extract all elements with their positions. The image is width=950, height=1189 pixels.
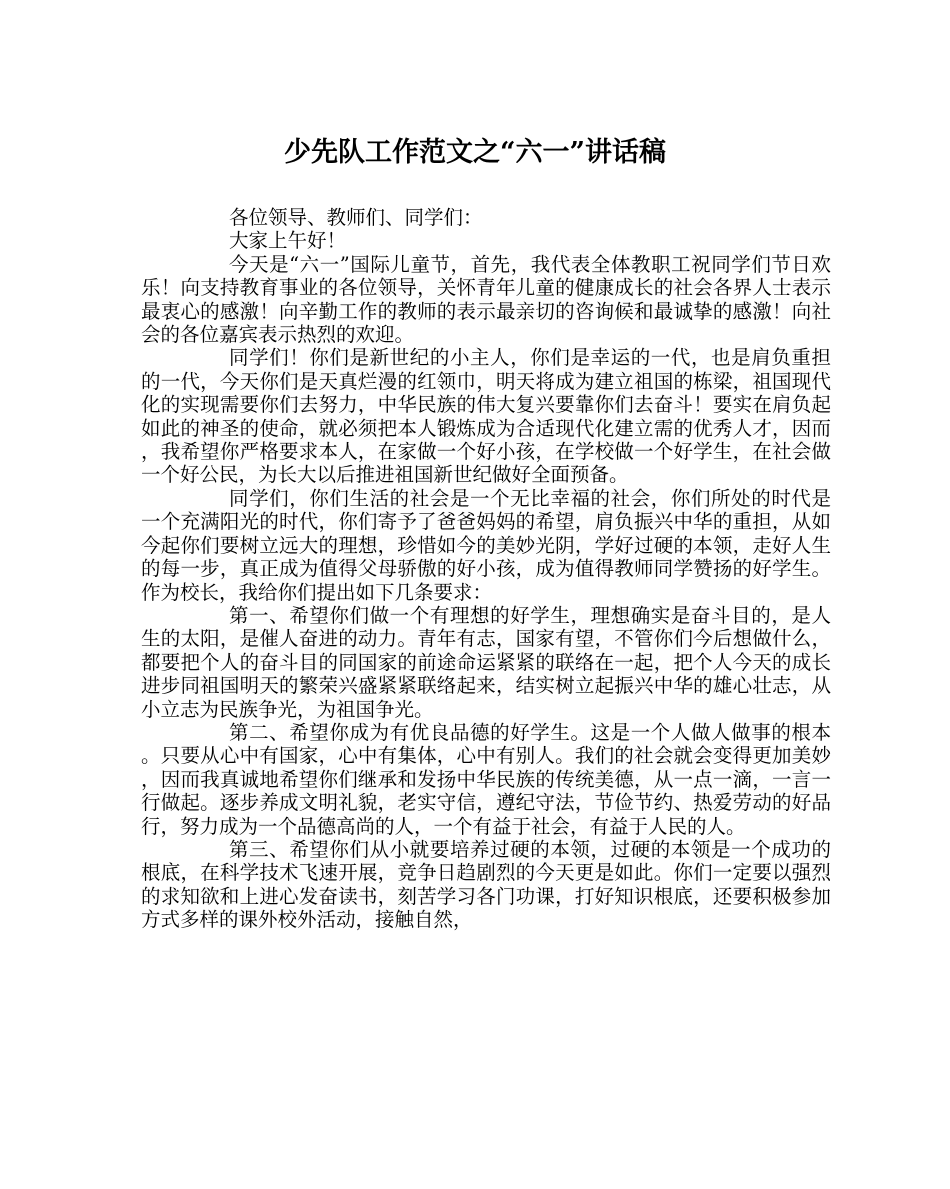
paragraph-salutation: 各位领导、教师们、同学们： xyxy=(229,206,483,229)
paragraph-requirement-1: 第一、希望你们做一个有理想的好学生，理想确实是奋斗目的，是人生的太阳，是催人奋进的动力。青年有志，国家有望，不管你们今后想做什么，都要把个人的奋斗目的同国家的前途命运紧紧的联络在一起，把个人今天的成长进步同祖国明天的繁荣兴盛紧紧联络起来，结实树立起振兴中华的雄心壮志，从小立志为民族争光，为祖国争光。 xyxy=(141,603,831,721)
paragraph-requirement-2: 第二、希望你成为有优良品德的好学生。这是一个人做人做事的根本。只要从心中有国家，心中有集体，心中有别人。我们的社会就会变得更加美妙，因而我真诚地希望你们继承和发扬中华民族的传统美德，从一点一滴，一言一行做起。逐步养成文明礼貌，老实守信，遵纪守法，节俭节约、热爱劳动的好品行，努力成为一个品德高尚的人，一个有益于社会，有益于人民的人。 xyxy=(141,720,831,838)
paragraph-opening: 今天是“六一”国际儿童节，首先，我代表全体教职工祝同学们节日欢乐！向支持教育事业的各位领导，关怀青年儿童的健康成长的社会各界人士表示最衷心的感激！向辛勤工作的教师的表示最亲切的咨询候和最诚挚的感激！向社会的各位嘉宾表示热烈的欢迎。 xyxy=(141,252,831,347)
paragraph-requirement-3: 第三、希望你们从小就要培养过硬的本领，过硬的本领是一个成功的根底，在科学技术飞速开展，竞争日趋剧烈的今天更是如此。你们一定要以强烈的求知欲和上进心发奋读书，刻苦学习各门功课，打好知识根底，还要积极参加方式多样的课外校外活动，接触自然， xyxy=(141,837,831,932)
paragraph-happy-society: 同学们，你们生活的社会是一个无比幸福的社会，你们所处的时代是一个充满阳光的时代，你们寄予了爸爸妈妈的希望，肩负振兴中华的重担，从如今起你们要树立远大的理想，珍惜如今的美妙光阴，学好过硬的本领，走好人生的每一步，真正成为值得父母骄傲的好小孩，成为值得教师同学赞扬的好学生。作为校长，我给你们提出如下几条要求： xyxy=(141,486,831,604)
paragraph-greeting: 大家上午好！ xyxy=(229,229,347,253)
document-title: 少先队工作范文之“六一”讲话稿 xyxy=(283,137,667,168)
document-body xyxy=(141,206,831,932)
paragraph-students-mission: 同学们！你们是新世纪的小主人，你们是幸运的一代，也是肩负重担的一代，今天你们是天真烂漫的红领巾，明天将成为建立祖国的栋梁，祖国现代化的实现需要你们去努力，中华民族的伟大复兴要靠你们去奋斗！要实在肩负起如此的神圣的使命，就必须把本人锻炼成为合适现代化建立需的优秀人才，因而，我希望你严格要求本人，在家做一个好小孩，在学校做一个好学生，在社会做一个好公民，为长大以后推进祖国新世纪做好全面预备。 xyxy=(141,346,831,487)
